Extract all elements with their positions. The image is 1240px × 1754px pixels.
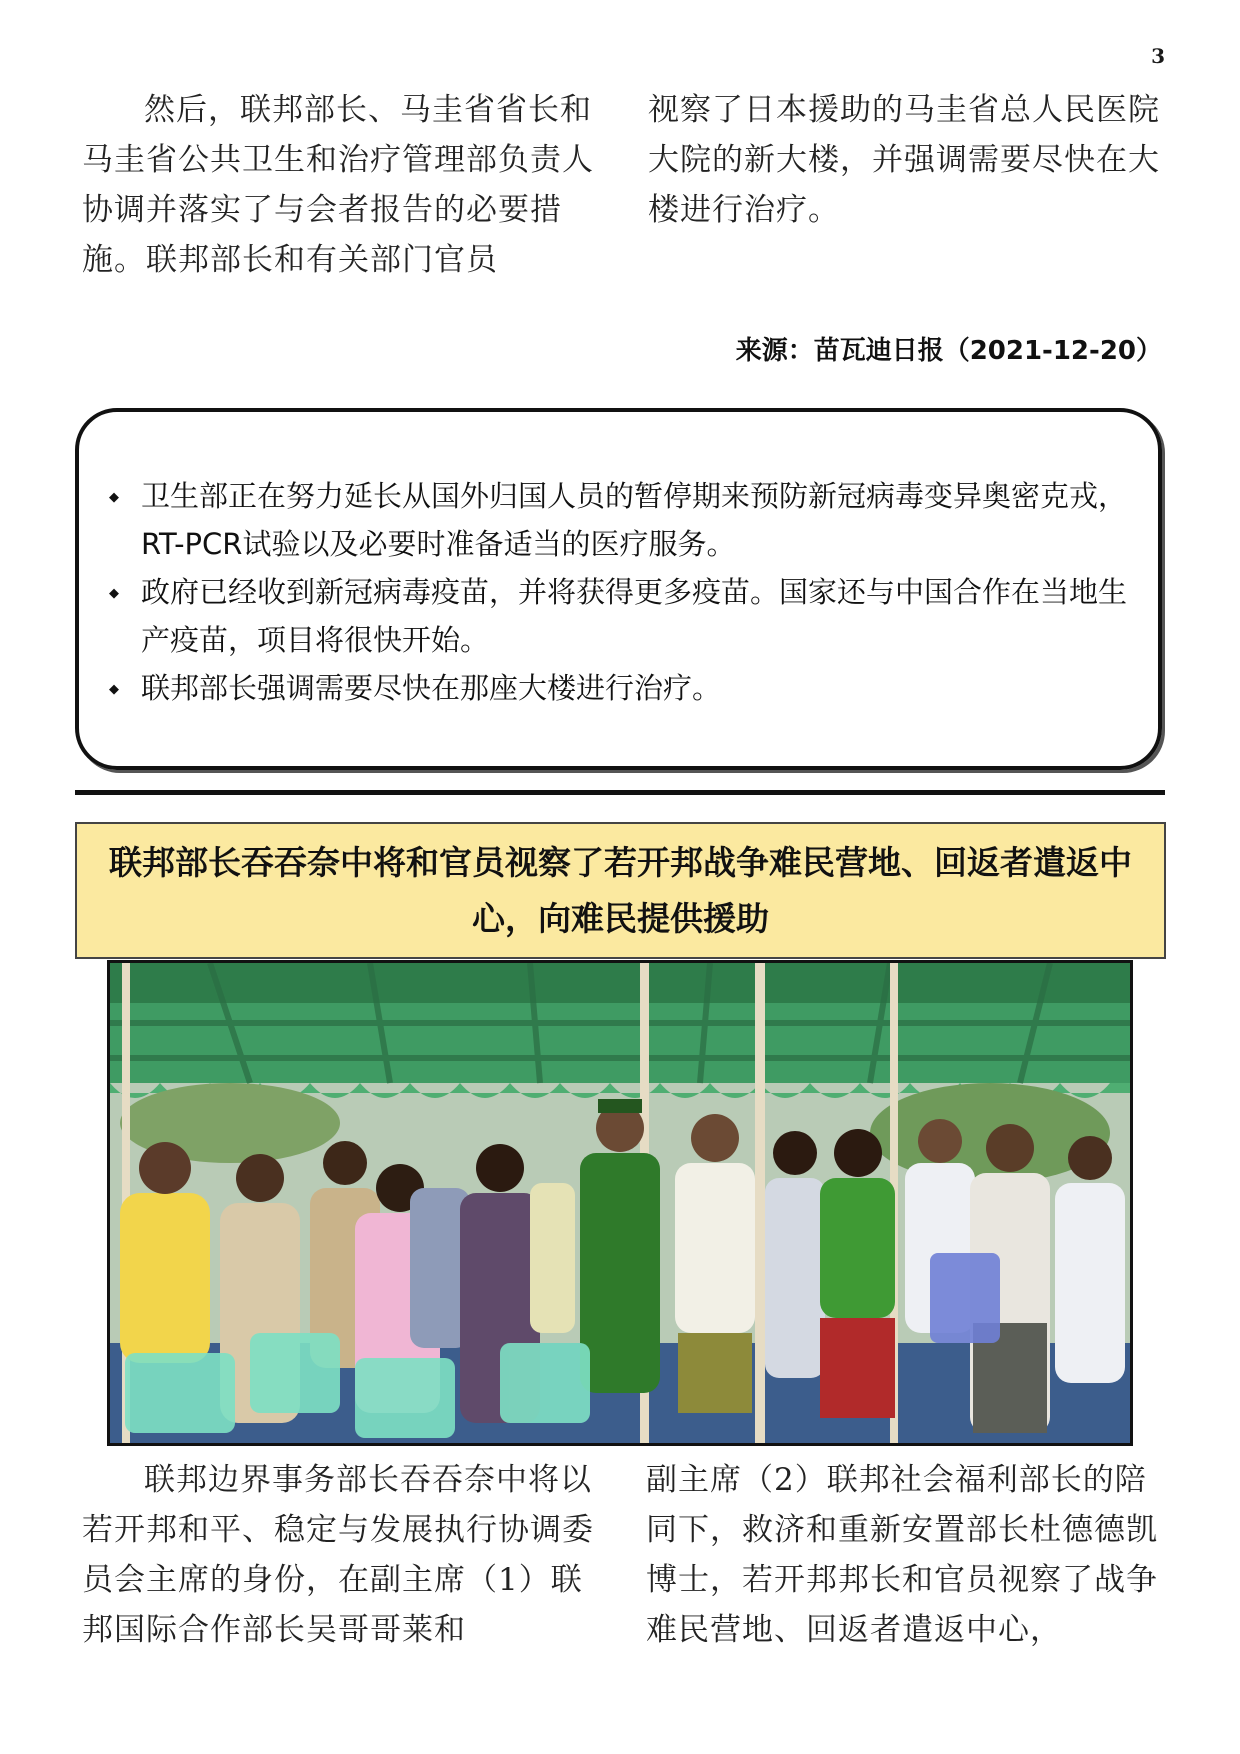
- article2-paragraph-right: 副主席（2）联邦社会福利部长的陪同下，救济和重新安置部长杜德德凯博士，若开邦邦长和官员视察了战争难民营地、回返者遣返中心，: [646, 1462, 1158, 1648]
- article2-right-column: [646, 1455, 1166, 1655]
- summary-item: [109, 472, 1139, 568]
- article1-right-column: [648, 85, 1168, 235]
- article1-left-column: [82, 85, 602, 285]
- article2-headline-box: [75, 822, 1166, 959]
- summary-item: [109, 568, 1139, 664]
- article1-source: 来源：苗瓦迪日报（2021-12-20）: [735, 336, 1162, 366]
- article1-paragraph-left: 然后，联邦部长、马圭省省长和马圭省公共卫生和治疗管理部负责人协调并落实了与会者报告的必要措施。联邦部长和有关部门官员: [82, 92, 594, 278]
- summary-item-text: 卫生部正在努力延长从国外归国人员的暂停期来预防新冠病毒变异奥密克戎，RT-PCR试验以及必要时准备适当的医疗服务。: [141, 479, 1128, 561]
- article2-left-column: [82, 1455, 602, 1655]
- diamond-bullet-icon: ◆: [109, 490, 119, 505]
- summary-list: [109, 472, 1139, 712]
- article2-headline: 联邦部长吞吞奈中将和官员视察了若开邦战争难民营地、回返者遣返中心，向难民提供援助: [109, 842, 1132, 938]
- summary-item: [109, 664, 1139, 712]
- section-divider: [75, 790, 1165, 795]
- diamond-bullet-icon: ◆: [109, 682, 119, 697]
- diamond-bullet-icon: ◆: [109, 586, 119, 601]
- article2-photo: [107, 960, 1133, 1446]
- summary-item-text: 政府已经收到新冠病毒疫苗，并将获得更多疫苗。国家还与中国合作在当地生产疫苗，项目将很快开始。: [141, 575, 1128, 657]
- article1-paragraph-right: 视察了日本援助的马圭省总人民医院大院的新大楼，并强调需要尽快在大楼进行治疗。: [648, 92, 1160, 228]
- photo-illustration: [110, 963, 1130, 1443]
- article2-paragraph-left: 联邦边界事务部长吞吞奈中将以若开邦和平、稳定与发展执行协调委员会主席的身份，在副主席（1）联邦国际合作部长吴哥哥莱和: [82, 1462, 594, 1648]
- summary-box: [75, 408, 1162, 770]
- summary-item-text: 联邦部长强调需要尽快在那座大楼进行治疗。: [141, 671, 722, 705]
- page-number: 3: [1151, 44, 1165, 68]
